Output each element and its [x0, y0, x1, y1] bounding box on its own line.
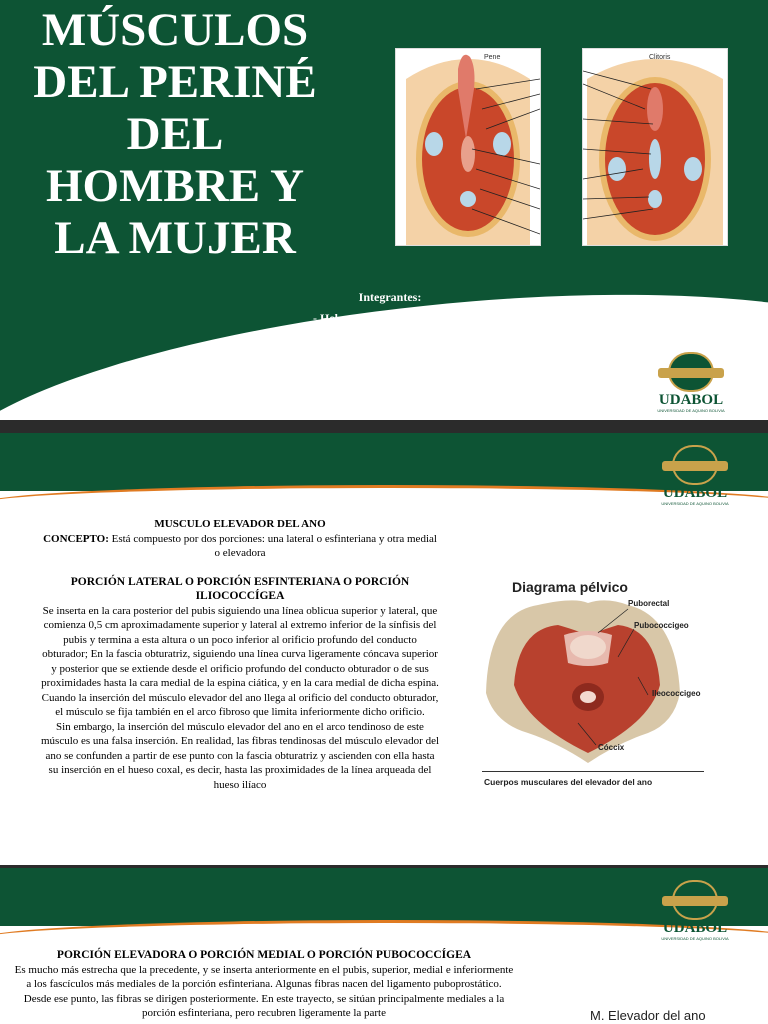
image-label-clitoris: Clitoris	[649, 54, 671, 61]
section-heading: PORCIÓN ELEVADORA O PORCIÓN MEDIAL O PORCIÓN PUBOCOCCÍGEA	[56, 949, 472, 961]
logo-subtitle: UNIVERSIDAD DE AQUINO BOLIVIA	[661, 501, 729, 506]
label-ileococcigeo: Ileococcigeo	[652, 689, 701, 698]
male-perineum-image	[395, 48, 541, 246]
member-item: - Jhonny Iñiguez Illescas	[313, 332, 440, 346]
udabol-logo	[646, 352, 736, 416]
logo-ribbon	[658, 368, 724, 378]
udabol-logo	[650, 880, 740, 944]
presentation-title: MÚSCULOS DEL PERINÉ DEL HOMBRE Y LA MUJER	[33, 4, 317, 264]
caption-rule	[482, 771, 704, 772]
member-item: - Alexia Camila Arce	[315, 353, 422, 367]
slide-title	[0, 0, 768, 420]
logo-subtitle: UNIVERSIDAD DE AQUINO BOLIVIA	[657, 408, 725, 413]
pelvic-diagram	[478, 573, 710, 793]
logo-brand: UDABOL	[658, 392, 724, 408]
slide-elevador-lateral	[0, 433, 768, 865]
diagram-caption: Cuerpos musculares del elevador del ano	[484, 777, 653, 787]
label-puborectal: Puborectal	[628, 599, 670, 608]
section-heading: MUSCULO ELEVADOR DEL ANO	[154, 518, 326, 530]
logo-subtitle: UNIVERSIDAD DE AQUINO BOLIVIA	[661, 936, 729, 941]
concept-label: CONCEPTO:	[43, 532, 109, 545]
logo-ribbon	[662, 896, 728, 906]
label-pubococcigeo: Pubococcigeo	[634, 621, 689, 630]
logo-brand: UDABOL	[662, 920, 728, 936]
body-paragraph: Es mucho más estrecha que la precedente, y se inserta anteriormente en el pubis, superior, medial e inferiormente a los fascículos más mediales de la porción esfinteriana. Algunas fibras nacen del ligamento puboprostático. Desde ese punto, las fibras se dirigen posteriormente. En este trayecto, se sitúan principalmente mediales a la porción esfinteriana, pero recubren ligeramente la parte	[14, 963, 514, 1019]
logo-ribbon	[662, 461, 728, 471]
image-label-pene: Pene	[484, 54, 501, 61]
subsection-heading: PORCIÓN LATERAL O PORCIÓN ESFINTERIANA O PORCIÓN ILIOCOCCÍGEA	[70, 575, 410, 602]
body-paragraph: Sin embargo, la inserción del músculo elevador del ano en el arco tendinoso de este músculo es una falsa inserción. En realidad, las fibras tendinosas del músculo elevador del ano se confunden a partir de ese punto con la fascia obturatriz y ascienden con ella hasta su inserción en el hueso coxal, es decir, hasta las proximidades de la línea arqueada del hueso ilíaco	[40, 720, 440, 791]
slide2-body	[40, 517, 440, 792]
concept-text: Está compuesto por dos porciones: una lateral o esfinteriana y otra medial o elevadora	[108, 532, 437, 559]
concept-paragraph	[40, 532, 440, 561]
slide3-body	[14, 948, 514, 1021]
body-paragraph: Se inserta en la cara posterior del pubis siguiendo una línea oblicua superior y lateral, que comienza 0,5 cm aproximadamente superior y lateral al extremo inferior de la sínfisis del pubis y termina a esta altura o un poco inferior al orificio profundo del conducto obturador; En la fascia obturatriz, siguiendo una línea curva ligeramente cóncava superior y posterior que se extiende desde el orificio profundo del conducto obturador o de sus proximidades hasta la cara medial de la espina ciática, y en la cara medial de dicha espina. Cuando la inserción del músculo elevador del ano llega al orificio del conducto obturador, el músculo se fija también en el arco fibroso que limita inferiormente dicho orificio.	[41, 604, 439, 718]
female-perineum-image	[582, 48, 728, 246]
udabol-logo	[650, 445, 740, 509]
label-coccix: Cóccix	[598, 743, 625, 752]
member-item: - Helen Ramírez Maida	[313, 311, 434, 325]
slide-elevador-medial	[0, 868, 768, 1024]
diagram-title: Diagrama pélvico	[512, 579, 628, 595]
side-figure-label: M. Elevador del ano	[590, 1008, 706, 1023]
logo-brand: UDABOL	[662, 485, 728, 501]
members-heading: Integrantes:	[358, 290, 422, 304]
members-list	[305, 287, 475, 371]
